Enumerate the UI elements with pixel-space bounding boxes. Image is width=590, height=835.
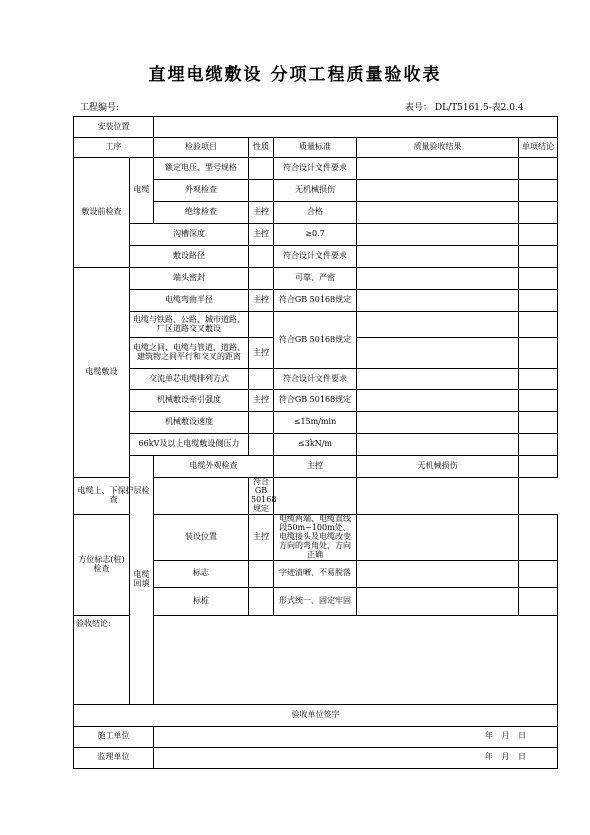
nature-cell: [249, 412, 274, 434]
header-item: 检验项目: [154, 138, 249, 158]
item-protective-layer: 电缆上、下保护层检查: [74, 478, 154, 515]
conclusion-field[interactable]: [519, 369, 558, 390]
nature-cell: [249, 312, 274, 338]
conclusion-field[interactable]: [519, 587, 558, 615]
table-row: [74, 412, 558, 434]
result-field[interactable]: [357, 246, 519, 268]
result-field[interactable]: [357, 268, 519, 290]
item-appearance: 外观检查: [154, 180, 249, 202]
standard-cell: 符合GB 50168规定: [274, 390, 357, 412]
form-title: 直埋电缆敷设 分项工程质量验收表: [148, 65, 442, 85]
conclusion-field[interactable]: [519, 514, 558, 560]
item-pulling-strength: 机械敷设牵引强度: [130, 390, 249, 412]
table-row: [74, 369, 558, 390]
group-cable: 电缆: [130, 158, 154, 224]
result-field[interactable]: [357, 369, 519, 390]
construction-date-text: 年 月 日: [484, 731, 529, 741]
table-row: [74, 390, 558, 412]
item-cable-appearance: 电缆外观检查: [154, 456, 274, 478]
table-row: [74, 246, 558, 268]
nature-cell: [249, 560, 274, 587]
nature-cell: 主控: [249, 224, 274, 246]
nature-cell: 主控: [249, 202, 274, 224]
item-insulation: 绝缘检查: [154, 202, 249, 224]
table-row: [74, 312, 558, 338]
standard-cell: 电缆两端、电缆直线段50m~100m处、电缆接头及电缆改变方向的弯角处，方向正确: [274, 514, 357, 560]
conclusion-field[interactable]: [519, 246, 558, 268]
table-row: [74, 158, 558, 180]
nature-cell: 主控: [249, 338, 274, 369]
item-laying-route: 敷设路径: [130, 246, 249, 268]
item-single-core-arrangement: 交流单芯电缆排列方式: [130, 369, 249, 390]
standard-cell: 符合设计文件要求: [274, 246, 357, 268]
table-row: [74, 456, 558, 478]
item-marker-post: 标桩: [154, 587, 249, 615]
nature-cell: [249, 180, 274, 202]
conclusion-field[interactable]: [519, 338, 558, 369]
result-field[interactable]: [357, 338, 519, 369]
result-field[interactable]: [357, 180, 519, 202]
form-no-label: 表号：: [405, 103, 433, 113]
supervision-unit-label: 监理单位: [74, 747, 154, 768]
nature-cell: [154, 478, 249, 515]
item-marker: 标志: [154, 560, 249, 587]
item-road-crossing: 电缆与铁路、公路、城市道路、厂区道路交叉敷设: [130, 312, 249, 338]
nature-cell: 主控: [249, 390, 274, 412]
conclusion-field[interactable]: [357, 478, 519, 515]
nature-cell: [249, 158, 274, 180]
header-row: [74, 138, 558, 158]
conclusion-field[interactable]: [519, 412, 558, 434]
item-side-pressure: 66kV及以上电缆敷设侧压力: [130, 434, 249, 456]
supervision-unit-row: [74, 747, 558, 768]
standard-cell: 无机械损伤: [357, 456, 519, 478]
group-cable-laying: 电缆敷设: [74, 268, 130, 478]
result-field[interactable]: [357, 514, 519, 560]
conclusion-field[interactable]: [519, 560, 558, 587]
table-row: [74, 478, 558, 515]
conclusion-field[interactable]: [519, 180, 558, 202]
result-field[interactable]: [357, 202, 519, 224]
result-field[interactable]: [357, 290, 519, 312]
header-nature: 性质: [249, 138, 274, 158]
table-row: [74, 224, 558, 246]
standard-cell: 字迹清晰、不易脱落: [274, 560, 357, 587]
nature-cell: [249, 246, 274, 268]
standard-cell: ≥0.7: [274, 224, 357, 246]
install-location-label: 安装位置: [74, 117, 154, 138]
project-no-label: 工程编号:: [80, 103, 120, 113]
nature-cell: 主控: [249, 514, 274, 560]
result-field[interactable]: [274, 478, 357, 515]
standard-cell: 符合设计文件要求: [274, 369, 357, 390]
install-location-row: [74, 117, 558, 138]
nature-cell: 主控: [249, 290, 274, 312]
result-field[interactable]: [357, 224, 519, 246]
standard-cell: 可靠、严密: [274, 268, 357, 290]
standard-cell-merged: 符合GB 50168规定: [274, 312, 357, 369]
result-field[interactable]: [357, 434, 519, 456]
conclusion-field[interactable]: [519, 224, 558, 246]
group-marker-check: 方位标志(桩)检查: [74, 514, 130, 615]
supervision-date-text: 年 月 日: [484, 752, 529, 762]
acceptance-conclusion-field[interactable]: [74, 615, 558, 704]
signature-label: 验收单位签字: [74, 704, 558, 726]
nature-cell: [249, 587, 274, 615]
standard-cell: 无机械损伤: [274, 180, 357, 202]
header-standard: 质量标准: [274, 138, 357, 158]
result-field[interactable]: [357, 587, 519, 615]
group-pre-laying: 敷设前检查: [74, 158, 130, 268]
header-result: 质量验收结果: [357, 138, 519, 158]
item-bend-radius: 电缆弯曲半径: [130, 290, 249, 312]
construction-unit-row: [74, 726, 558, 747]
acceptance-conclusion-label: 验收结论:: [76, 618, 111, 628]
result-field[interactable]: [357, 412, 519, 434]
result-field[interactable]: [357, 158, 519, 180]
nature-cell: [249, 268, 274, 290]
conclusion-field[interactable]: [519, 390, 558, 412]
conclusion-field[interactable]: [519, 268, 558, 290]
item-parallel-distance: 电缆之间、电缆与管道、道路、建筑物之间平行和交叉的距离: [130, 338, 249, 369]
form-no: [405, 100, 524, 113]
standard-cell: 符合GB 50168规定: [274, 290, 357, 312]
result-field[interactable]: [519, 456, 558, 478]
nature-cell: [249, 434, 274, 456]
item-trench-depth: 沟槽深度: [130, 224, 249, 246]
standard-cell: 符合设计文件要求: [274, 158, 357, 180]
conclusion-field[interactable]: [519, 158, 558, 180]
form-no-value: DL/T5161.5-表2.0.4: [434, 103, 524, 113]
conclusion-field[interactable]: [519, 434, 558, 456]
standard-cell: 形式统一、固定牢固: [274, 587, 357, 615]
nature-cell: [249, 369, 274, 390]
conclusion-row: [74, 615, 558, 704]
standard-cell: ≤3kN/m: [274, 434, 357, 456]
standard-cell: 符合GB 50168规定: [249, 478, 274, 515]
table-row: [74, 268, 558, 290]
group-backfill: 电缆回填: [130, 456, 154, 705]
supervision-unit-signature-field[interactable]: [154, 747, 558, 768]
table-row: [74, 290, 558, 312]
conclusion-field[interactable]: [519, 202, 558, 224]
construction-unit-label: 施工单位: [74, 726, 154, 747]
install-location-field[interactable]: [154, 117, 558, 138]
header-conclusion: 单项结论: [519, 138, 558, 158]
result-field[interactable]: [357, 390, 519, 412]
construction-unit-signature-field[interactable]: [154, 726, 558, 747]
item-laying-speed: 机械敷设速度: [130, 412, 249, 434]
result-field[interactable]: [357, 560, 519, 587]
conclusion-field[interactable]: [519, 290, 558, 312]
conclusion-field[interactable]: [519, 312, 558, 338]
signature-header-row: [74, 704, 558, 726]
standard-cell: ≤15m/min: [274, 412, 357, 434]
item-rated-voltage: 额定电压、型号规格: [154, 158, 249, 180]
standard-cell: 合格: [274, 202, 357, 224]
header-process: 工序: [74, 138, 154, 158]
item-end-seal: 端头密封: [130, 268, 249, 290]
item-install-position: 装设位置: [154, 514, 249, 560]
result-field[interactable]: [357, 312, 519, 338]
table-row: [74, 434, 558, 456]
inspection-table: [73, 116, 558, 769]
nature-cell: 主控: [274, 456, 357, 478]
